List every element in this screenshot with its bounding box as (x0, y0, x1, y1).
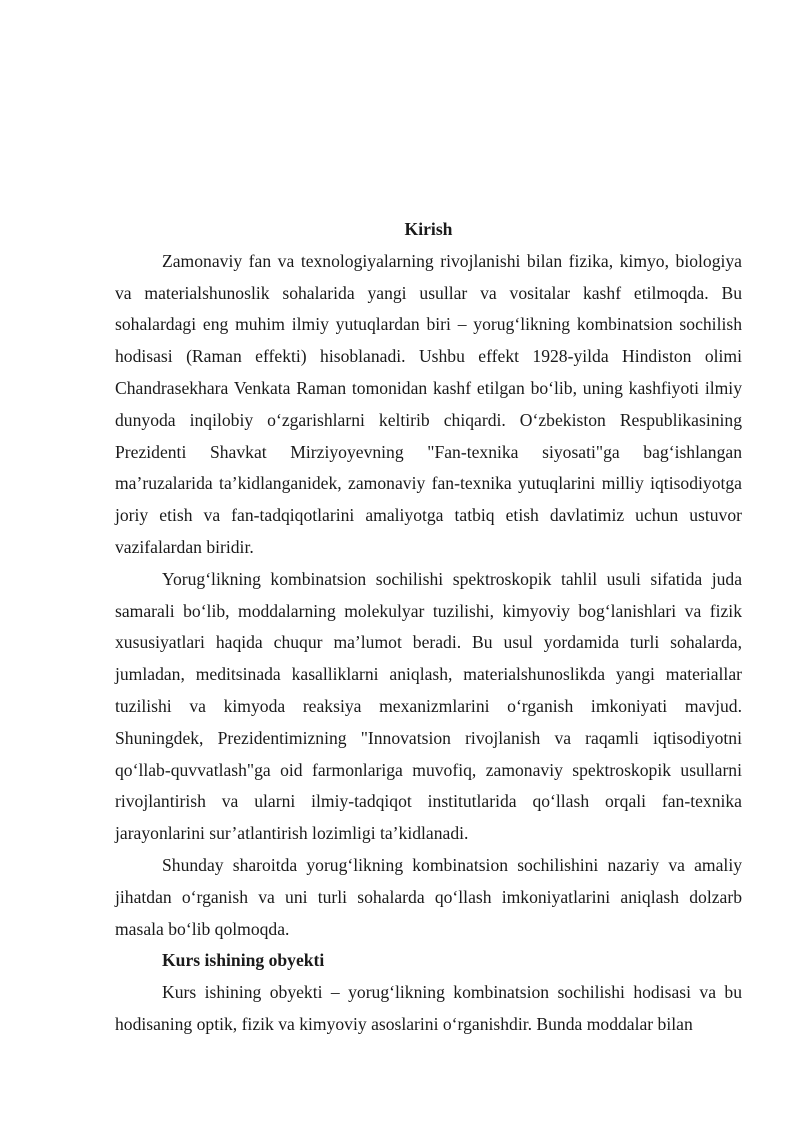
paragraph-method: Yorug‘likning kombinatsion sochilishi spektroskopik tahlil usuli sifatida juda samarali bo‘lib, moddalarning molekulyar tuzilishi, kimyoviy bog‘lanishlari va fizik xususiyatlari haqida chuqur ma’lumot beradi. Bu usul yordamida turli sohalarda, jumladan, meditsinada kasalliklarni aniqlash, materialshunoslikda yangi materiallar tuzilishi va kimyoda reaksiya mexanizmlarini o‘rganish imkoniyati mavjud. Shuningdek, Prezidentimizning "Innovatsion rivojlanish va raqamli iqtisodiyotni qo‘llab-quvvatlash"ga oid farmonlariga muvofiq, zamonaviy spektroskopik usullarni rivojlantirish va ularni ilmiy-tadqiqot institutlarida qo‘llash orqali fan-texnika jarayonlarini sur’atlantirish lozimligi ta’kidlanadi. (115, 568, 742, 844)
section-title: Kirish (404, 219, 453, 239)
page-content (115, 214, 742, 1041)
subheading-course-object: Kurs ishining obyekti (162, 950, 325, 971)
paragraph-relevance: Shunday sharoitda yorug‘likning kombinatsion sochilishini nazariy va amaliy jihatdan o‘rganish va uni turli sohalarda qo‘llash imkoniyatlarini aniqlash dolzarb masala bo‘lib qolmoqda. (115, 854, 742, 939)
paragraph-course-object: Kurs ishining obyekti – yorug‘likning kombinatsion sochilishi hodisasi va bu hodisaning optik, fizik va kimyoviy asoslarini o‘rganishdir. Bunda moddalar bilan (115, 982, 742, 1034)
paragraph-intro: Zamonaviy fan va texnologiyalarning rivojlanishi bilan fizika, kimyo, biologiya va materialshunoslik sohalarida yangi usullar va vositalar kashf etilmoqda. Bu sohalardagi eng muhim ilmiy yutuqlardan biri – yorug‘likning kombinatsion sochilish hodisasi (Raman effekti) hisoblanadi. Ushbu effekt 1928-yilda Hindiston olimi Chandrasekhara Venkata Raman tomonidan kashf etilgan bo‘lib, uning kashfiyoti ilmiy dunyoda inqilobiy o‘zgarishlarni keltirib chiqardi. O‘zbekiston Respublikasining Prezidenti Shavkat Mirziyoyevning "Fan-texnika siyosati"ga bag‘ishlangan ma’ruzalarida ta’kidlanganidek, zamonaviy fan-texnika yutuqlarini milliy iqtisodiyotga joriy etish va fan-tadqiqotlarini amaliyotga tatbiq etish davlatimiz uchun ustuvor vazifalardan biridir. (115, 250, 742, 557)
